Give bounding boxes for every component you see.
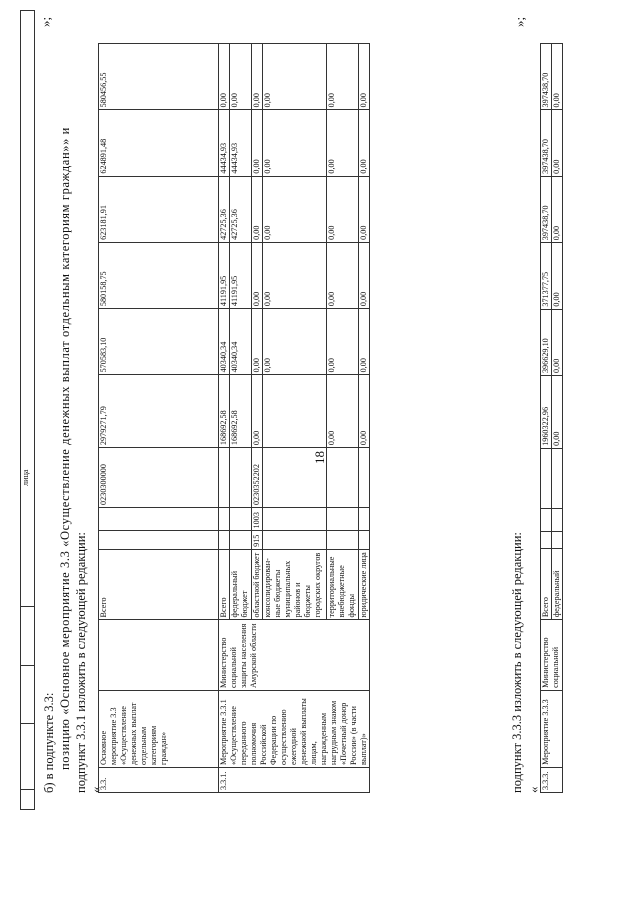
value-cell: 0,00 xyxy=(358,242,369,308)
source-cell: юридические лица xyxy=(358,549,369,620)
opening-quote-2: « xyxy=(526,786,541,793)
executor-cell: Министерство социальной xyxy=(541,620,563,691)
financing-table xyxy=(98,43,370,793)
executor-cell: Министерство социальной защиты населения Амурской области xyxy=(219,620,370,691)
closing-quote-top: »; xyxy=(38,16,53,27)
value-cell: 580158,75 xyxy=(99,242,219,308)
value-cell: 0,00 xyxy=(326,176,358,242)
value-cell: 0,00 xyxy=(252,242,263,308)
value-cell: 397438,70 xyxy=(541,44,552,110)
value-cell: 0,00 xyxy=(263,176,326,242)
value-cell: 0,00 xyxy=(252,176,263,242)
paragraph-333: подпункт 3.3.3 изложить в следующей редакции: xyxy=(510,532,524,793)
value-cell: 0,00 xyxy=(219,44,230,110)
value-cell: 0,00 xyxy=(358,309,369,375)
opening-quote: « xyxy=(88,786,103,793)
source-cell: федеральный xyxy=(552,549,563,620)
value-cell: 0,00 xyxy=(552,309,563,375)
value-cell: 0,00 xyxy=(552,44,563,110)
source-cell: Всего xyxy=(99,549,219,620)
table-row xyxy=(541,44,552,793)
source-cell: Всего xyxy=(541,549,552,620)
grbs-cell: 915 xyxy=(252,531,263,549)
source-cell: областной бюджет xyxy=(252,549,263,620)
paragraph-b: б) в подпункте 3.3: xyxy=(42,692,56,793)
grbs-cell xyxy=(99,531,219,549)
source-cell: федеральный бюджет xyxy=(230,549,252,620)
value-cell: 0,00 xyxy=(552,243,563,309)
value-cell: 0,00 xyxy=(552,110,563,176)
closing-quote-bottom: »; xyxy=(512,16,527,27)
value-cell: 0,00 xyxy=(230,44,252,110)
paragraph-position: позицию «Основное мероприятие 3.3 «Осуществление денежных выплат отдельным категориям граждан»» и xyxy=(58,127,72,770)
value-cell: 570583,10 xyxy=(99,309,219,375)
financing-table-333 xyxy=(540,43,563,793)
value-cell: 0,00 xyxy=(358,44,369,110)
fragment-cell xyxy=(21,724,35,790)
value-cell: 0,00 xyxy=(326,242,358,308)
value-cell: 0,00 xyxy=(358,375,369,448)
row-number: 3.3. xyxy=(99,767,219,792)
csr-cell: 0230352202 xyxy=(252,448,263,508)
source-cell: территориальные внебюджетные фонды xyxy=(326,549,358,620)
value-cell: 0,00 xyxy=(263,309,326,375)
table-row xyxy=(219,44,230,793)
value-cell: 0,00 xyxy=(326,110,358,176)
measure-name: Основное мероприятие 3.3 «Осуществление денежных выплат отдельным категориям граждан» xyxy=(99,691,219,768)
value-cell: 0,00 xyxy=(252,309,263,375)
value-cell: 0,00 xyxy=(252,44,263,110)
fragment-cell-text: лица xyxy=(21,11,35,607)
value-cell: 0,00 xyxy=(263,110,326,176)
table-row xyxy=(99,44,219,793)
value-cell: 41191,95 xyxy=(230,242,252,308)
value-cell: 0,00 xyxy=(326,375,358,448)
value-cell: 0,00 xyxy=(263,242,326,308)
measure-name: Мероприятие 3.3.3 xyxy=(541,690,563,767)
rz-cell: 1003 xyxy=(252,507,263,531)
value-cell: 0,00 xyxy=(326,309,358,375)
fragment-cell xyxy=(21,790,35,810)
csr-cell: 0230300000 xyxy=(99,448,219,508)
value-cell: 0,00 xyxy=(263,44,326,110)
fragment-cell xyxy=(21,606,35,665)
source-cell: Всего xyxy=(219,549,230,620)
source-cell: консолидирован-ные бюджеты муниципальных районов и бюджеты городских округов xyxy=(263,549,326,620)
value-cell: 396629,10 xyxy=(541,309,552,375)
value-cell: 0,00 xyxy=(358,110,369,176)
executor-cell xyxy=(99,620,219,691)
rz-cell xyxy=(99,507,219,531)
page-number: 18 xyxy=(312,451,327,464)
value-cell: 1960322,96 xyxy=(541,376,552,449)
value-cell: 0,00 xyxy=(252,375,263,448)
value-cell: 0,00 xyxy=(552,176,563,242)
top-table-fragment xyxy=(20,10,35,810)
value-cell: 2979271,79 xyxy=(99,375,219,448)
value-cell: 168692,58 xyxy=(230,375,252,448)
value-cell: 0,00 xyxy=(326,44,358,110)
value-cell: 397438,70 xyxy=(541,110,552,176)
value-cell: 41191,95 xyxy=(219,242,230,308)
row-number: 3.3.1. xyxy=(219,767,370,792)
value-cell: 0,00 xyxy=(358,176,369,242)
value-cell: 40340,34 xyxy=(219,309,230,375)
measure-name: Мероприятие 3.3.1 «Осуществление переданного полномочия Российской Федерации по осуществлению ежегодной денежной выплаты лицам, награжденным нагрудным знаком «Почетный донор России» (в части выплат)» xyxy=(219,691,370,768)
fragment-cell xyxy=(21,665,35,723)
value-cell: 44434,93 xyxy=(219,110,230,176)
value-cell: 397438,70 xyxy=(541,176,552,242)
value-cell: 40340,34 xyxy=(230,309,252,375)
value-cell: 580456,55 xyxy=(99,44,219,110)
value-cell xyxy=(263,375,326,448)
value-cell: 42725,36 xyxy=(219,176,230,242)
value-cell: 623181,91 xyxy=(99,176,219,242)
value-cell: 0,00 xyxy=(552,376,563,449)
value-cell: 371377,75 xyxy=(541,243,552,309)
value-cell: 0,00 xyxy=(252,110,263,176)
value-cell: 42725,36 xyxy=(230,176,252,242)
value-cell: 624891,48 xyxy=(99,110,219,176)
value-cell: 44434,93 xyxy=(230,110,252,176)
value-cell: 168692,58 xyxy=(219,375,230,448)
row-number: 3.3.3. xyxy=(541,767,563,792)
paragraph-position-cont: подпункт 3.3.1 изложить в следующей редакции: xyxy=(74,532,88,793)
